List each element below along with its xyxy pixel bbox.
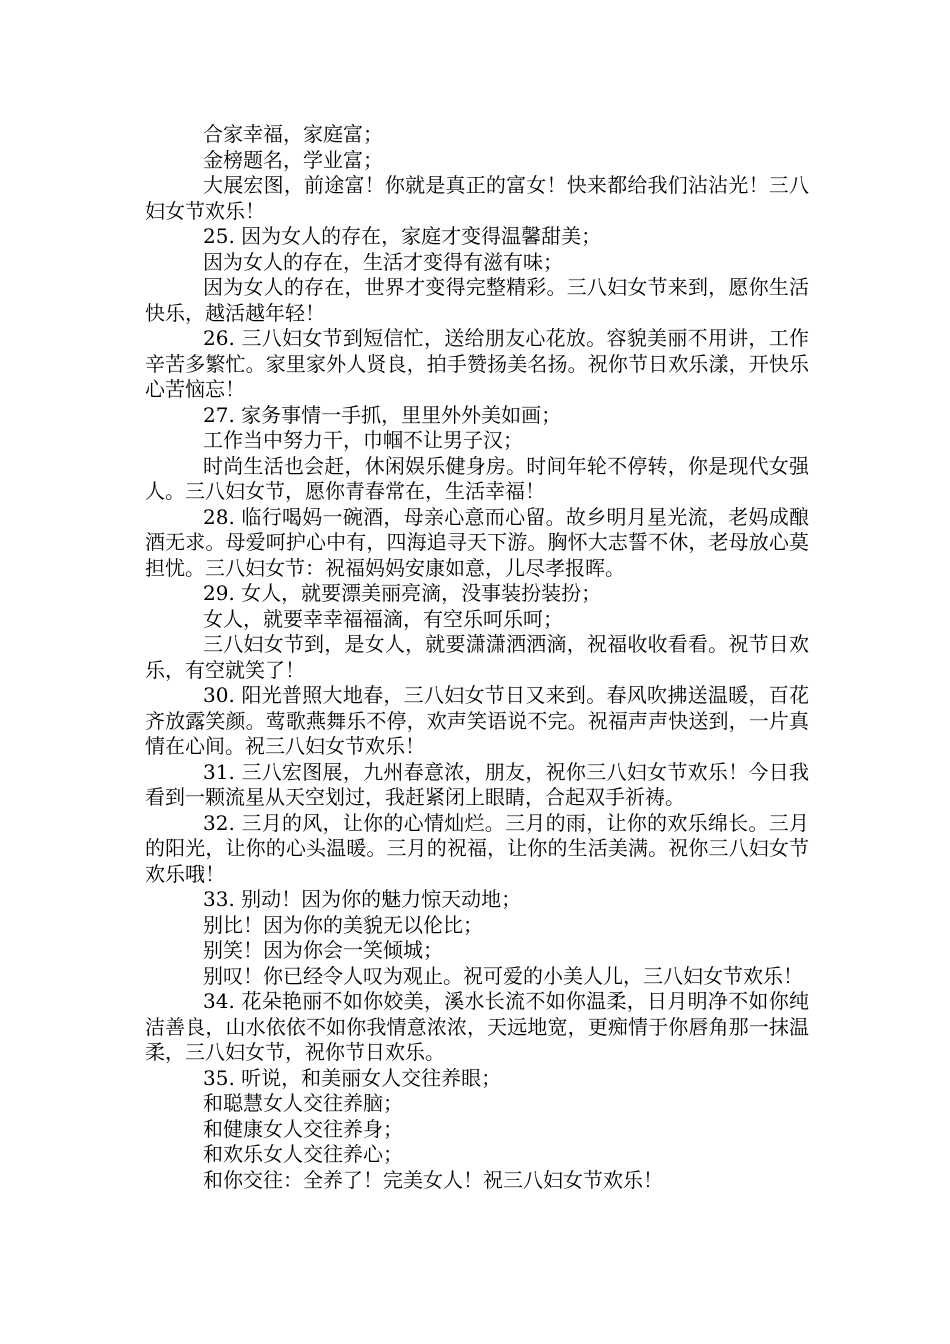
paragraph: 女人，就要幸幸福福滴，有空乐呵乐呵；: [203, 606, 563, 631]
paragraph: 大展宏图，前途富！你就是真正的富女！快来都给我们沾沾光！三八妇女节欢乐！: [145, 173, 809, 223]
paragraph: 33. 别动！因为你的魅力惊天动地；: [203, 887, 522, 911]
paragraph: 30. 阳光普照大地春，三八妇女节日又来到。春风吹拂送温暖，百花齐放露笑颜。莺歌燕舞乐不停，欢声笑语说不完。祝福声声快送到，一片真情在心间。祝三八妇女节欢乐！: [145, 683, 809, 758]
paragraph: 25. 因为女人的存在，家庭才变得温馨甜美；: [203, 224, 602, 248]
paragraph: 别叹！你已经令人叹为观止。祝可爱的小美人儿，三八妇女节欢乐！: [203, 963, 803, 988]
paragraph: 三八妇女节到，是女人，就要潇潇洒洒滴，祝福收收看看。祝节日欢乐，有空就笑了！: [145, 632, 809, 682]
paragraph: 别比！因为你的美貌无以伦比；: [203, 912, 483, 937]
paragraph: 因为女人的存在，生活才变得有滋有味；: [203, 249, 563, 274]
paragraph: 时尚生活也会赶，休闲娱乐健身房。时间年轮不停转，你是现代女强人。三八妇女节，愿你青春常在，生活幸福！: [145, 453, 809, 503]
paragraph: 31. 三八宏图展，九州春意浓，朋友，祝你三八妇女节欢乐！今日我看到一颗流星从天空划过，我赶紧闭上眼睛，合起双手祈祷。: [145, 759, 809, 809]
paragraph: 27. 家务事情一手抓，里里外外美如画；: [203, 402, 562, 427]
document-body: [145, 122, 809, 1193]
paragraph: 35. 听说，和美丽女人交往养眼；: [203, 1065, 502, 1090]
paragraph: 和你交往：全养了！完美女人！祝三八妇女节欢乐！: [203, 1167, 663, 1192]
paragraph: 和健康女人交往养身；: [203, 1116, 403, 1141]
paragraph: 和聪慧女人交往养脑；: [203, 1091, 403, 1115]
paragraph: 工作当中努力干，巾帼不让男子汉；: [203, 428, 523, 452]
paragraph: 合家幸福，家庭富；: [203, 122, 383, 146]
paragraph: 和欢乐女人交往养心；: [203, 1142, 403, 1166]
paragraph: 因为女人的存在，世界才变得完整精彩。三八妇女节来到，愿你生活快乐，越活越年轻！: [145, 275, 809, 325]
paragraph: 26. 三八妇女节到短信忙，送给朋友心花放。容貌美丽不用讲，工作辛苦多繁忙。家里家外人贤良，拍手赞扬美名扬。祝你节日欢乐漾，开快乐心苦恼忘！: [145, 326, 809, 401]
paragraph: 别笑！因为你会一笑倾城；: [203, 938, 443, 962]
paragraph: 28. 临行喝妈一碗酒，母亲心意而心留。故乡明月星光流，老妈成酿酒无求。母爱呵护心中有，四海追寻天下游。胸怀大志誓不休，老母放心莫担忧。三八妇女节：祝福妈妈安康如意，儿尽孝报晖。: [145, 504, 809, 580]
paragraph: 32. 三月的风，让你的心情灿烂。三月的雨，让你的欢乐绵长。三月的阳光，让你的心头温暖。三月的祝福，让你的生活美满。祝你三八妇女节欢乐哦！: [145, 810, 809, 886]
paragraph: 34. 花朵艳丽不如你姣美，溪水长流不如你温柔，日月明净不如你纯洁善良，山水依依不如你我情意浓浓，天远地宽，更痴情于你唇角那一抹温柔，三八妇女节，祝你节日欢乐。: [145, 989, 809, 1064]
paragraph: 29. 女人，就要漂美丽亮滴，没事装扮装扮；: [203, 581, 602, 605]
paragraph: 金榜题名，学业富；: [203, 147, 383, 172]
